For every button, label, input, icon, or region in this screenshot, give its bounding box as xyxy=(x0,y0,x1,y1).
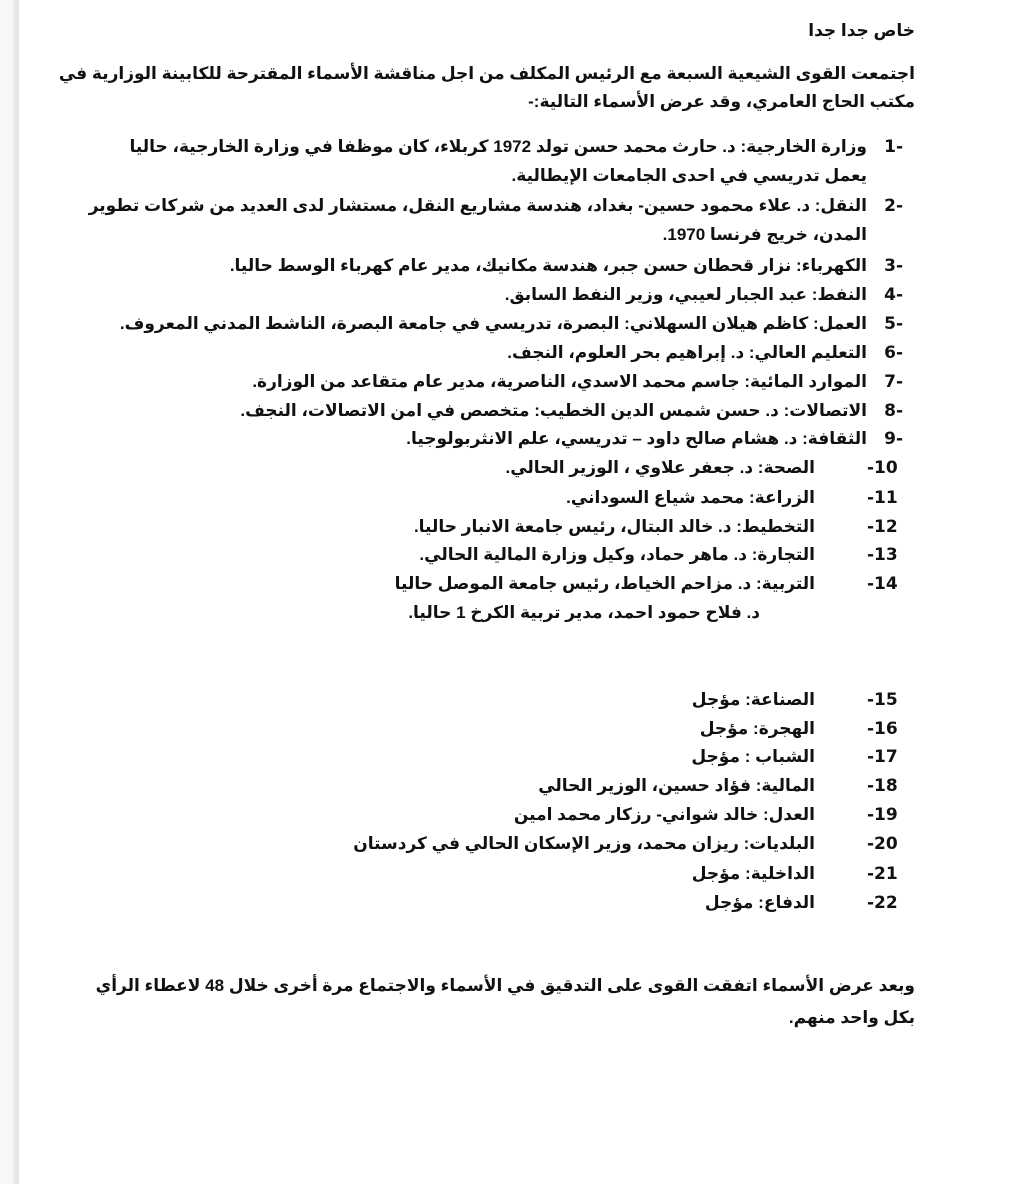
list-item xyxy=(566,484,903,512)
item-text: البلديات: ريزان محمد، وزير الإسكان الحالي في كردستان xyxy=(353,834,815,853)
item-text: الاتصالات: د. حسن شمس الدين الخطيب: متخصص في امن الاتصالات، النجف. xyxy=(240,401,867,420)
item-number: 5- xyxy=(884,314,903,334)
item-text: العدل: خالد شواني- رزكار محمد امين xyxy=(513,805,815,824)
list-item xyxy=(514,801,903,829)
list-item xyxy=(240,397,903,425)
list-item xyxy=(89,192,903,220)
list-item xyxy=(692,686,903,714)
item-number: -15 xyxy=(867,690,898,710)
item-number: 8- xyxy=(884,401,903,421)
item-number: -13 xyxy=(867,545,898,565)
list-item xyxy=(406,425,903,453)
document-body xyxy=(19,0,1030,1184)
item-number: 6- xyxy=(884,343,903,363)
item-text: التخطيط: د. خالد البتال، رئيس جامعة الانبار حاليا. xyxy=(413,517,815,536)
item-number: 9- xyxy=(884,429,903,449)
list-item xyxy=(538,772,903,800)
item-number: 2- xyxy=(884,196,903,216)
item-number: -10 xyxy=(867,458,898,478)
item-text: الصحة: د. جعفر علاوي ، الوزير الحالي. xyxy=(505,458,815,477)
item-text: التعليم العالي: د. إبراهيم بحر العلوم، النجف. xyxy=(507,343,867,362)
list-item xyxy=(129,133,903,161)
item-text: التجارة: د. ماهر حماد، وكيل وزارة المالية الحالي. xyxy=(419,545,815,564)
item-number: 7- xyxy=(884,372,903,392)
item-text: الشباب : مؤجل xyxy=(691,747,815,766)
intro-line-1: اجتمعت القوى الشيعية السبعة مع الرئيس المكلف من اجل مناقشة الأسماء المقترحة للكابينة الوزارية في xyxy=(58,64,915,83)
item-number: -22 xyxy=(867,893,898,913)
item-number: -16 xyxy=(867,719,898,739)
intro-line-2: مكتب الحاج العامري، وقد عرض الأسماء التالية:- xyxy=(528,92,915,111)
list-item xyxy=(353,830,903,858)
item-number: -17 xyxy=(867,747,898,767)
item-number: -20 xyxy=(867,834,898,854)
item-text: التربية: د. مزاحم الخياط، رئيس جامعة الموصل حاليا xyxy=(394,574,815,593)
item-number: -11 xyxy=(867,488,898,508)
item-text: وزارة الخارجية: د. حارث محمد حسن تولد 1972 كربلاء، كان موظفا في وزارة الخارجية، حاليا xyxy=(129,137,867,156)
item-number: -18 xyxy=(867,776,898,796)
list-item xyxy=(120,310,903,338)
item-text: المالية: فؤاد حسين، الوزير الحالي xyxy=(538,776,815,795)
list-item xyxy=(252,368,903,396)
item-number: -12 xyxy=(867,517,898,537)
item-number: -19 xyxy=(867,805,898,825)
item-text: النقل: د. علاء محمود حسين- بغداد، هندسة مشاريع النقل، مستشار لدى العديد من شركات تطوير xyxy=(88,196,867,215)
item-text: الصناعة: مؤجل xyxy=(691,690,815,709)
item-number: -21 xyxy=(867,864,898,884)
item-text: النفط: عبد الجبار لعيبي، وزير النفط السابق. xyxy=(504,285,867,304)
item-text: الكهرباء: نزار قحطان حسن جبر، هندسة مكانيك، مدير عام كهرباء الوسط حاليا. xyxy=(229,256,867,275)
list-item xyxy=(692,860,903,888)
closing-line-2: بكل واحد منهم. xyxy=(788,1008,915,1027)
item-continuation: د. فلاح حمود احمد، مدير تربية الكرخ 1 حاليا. xyxy=(408,603,760,622)
item-text: العمل: كاظم هيلان السهلاني: البصرة، تدريسي في جامعة البصرة، الناشط المدني المعروف. xyxy=(119,314,867,333)
item-text: الزراعة: محمد شياع السوداني. xyxy=(566,488,815,507)
list-item xyxy=(705,889,903,917)
document-title: خاص جدا جدا xyxy=(808,21,915,40)
list-item xyxy=(505,281,903,309)
list-item xyxy=(700,715,903,743)
list-item xyxy=(419,541,903,569)
list-item xyxy=(230,252,903,280)
item-text: الهجرة: مؤجل xyxy=(699,719,815,738)
item-number: 1- xyxy=(884,137,903,157)
list-item xyxy=(691,743,903,771)
item-continuation: المدن، خريج فرنسا 1970. xyxy=(662,225,867,244)
list-item xyxy=(395,570,903,598)
item-number: -14 xyxy=(867,574,898,594)
item-continuation: يعمل تدريسي في احدى الجامعات الإيطالية. xyxy=(511,166,867,185)
item-number: 4- xyxy=(884,285,903,305)
item-number: 3- xyxy=(884,256,903,276)
closing-line-1: وبعد عرض الأسماء اتفقت القوى على التدقيق في الأسماء والاجتماع مرة أخرى خلال 48 لاعطاء الرأي xyxy=(95,976,915,995)
list-item xyxy=(414,513,903,541)
item-text: الدفاع: مؤجل xyxy=(704,893,815,912)
document-page xyxy=(19,0,1030,1184)
item-text: الداخلية: مؤجل xyxy=(691,864,815,883)
item-text: الثقافة: د. هشام صالح داود – تدريسي، علم الانثربولوجيا. xyxy=(406,429,867,448)
item-text: الموارد المائية: جاسم محمد الاسدي، الناصرية، مدير عام متقاعد من الوزارة. xyxy=(252,372,867,391)
list-item xyxy=(505,454,903,482)
list-item xyxy=(507,339,903,367)
